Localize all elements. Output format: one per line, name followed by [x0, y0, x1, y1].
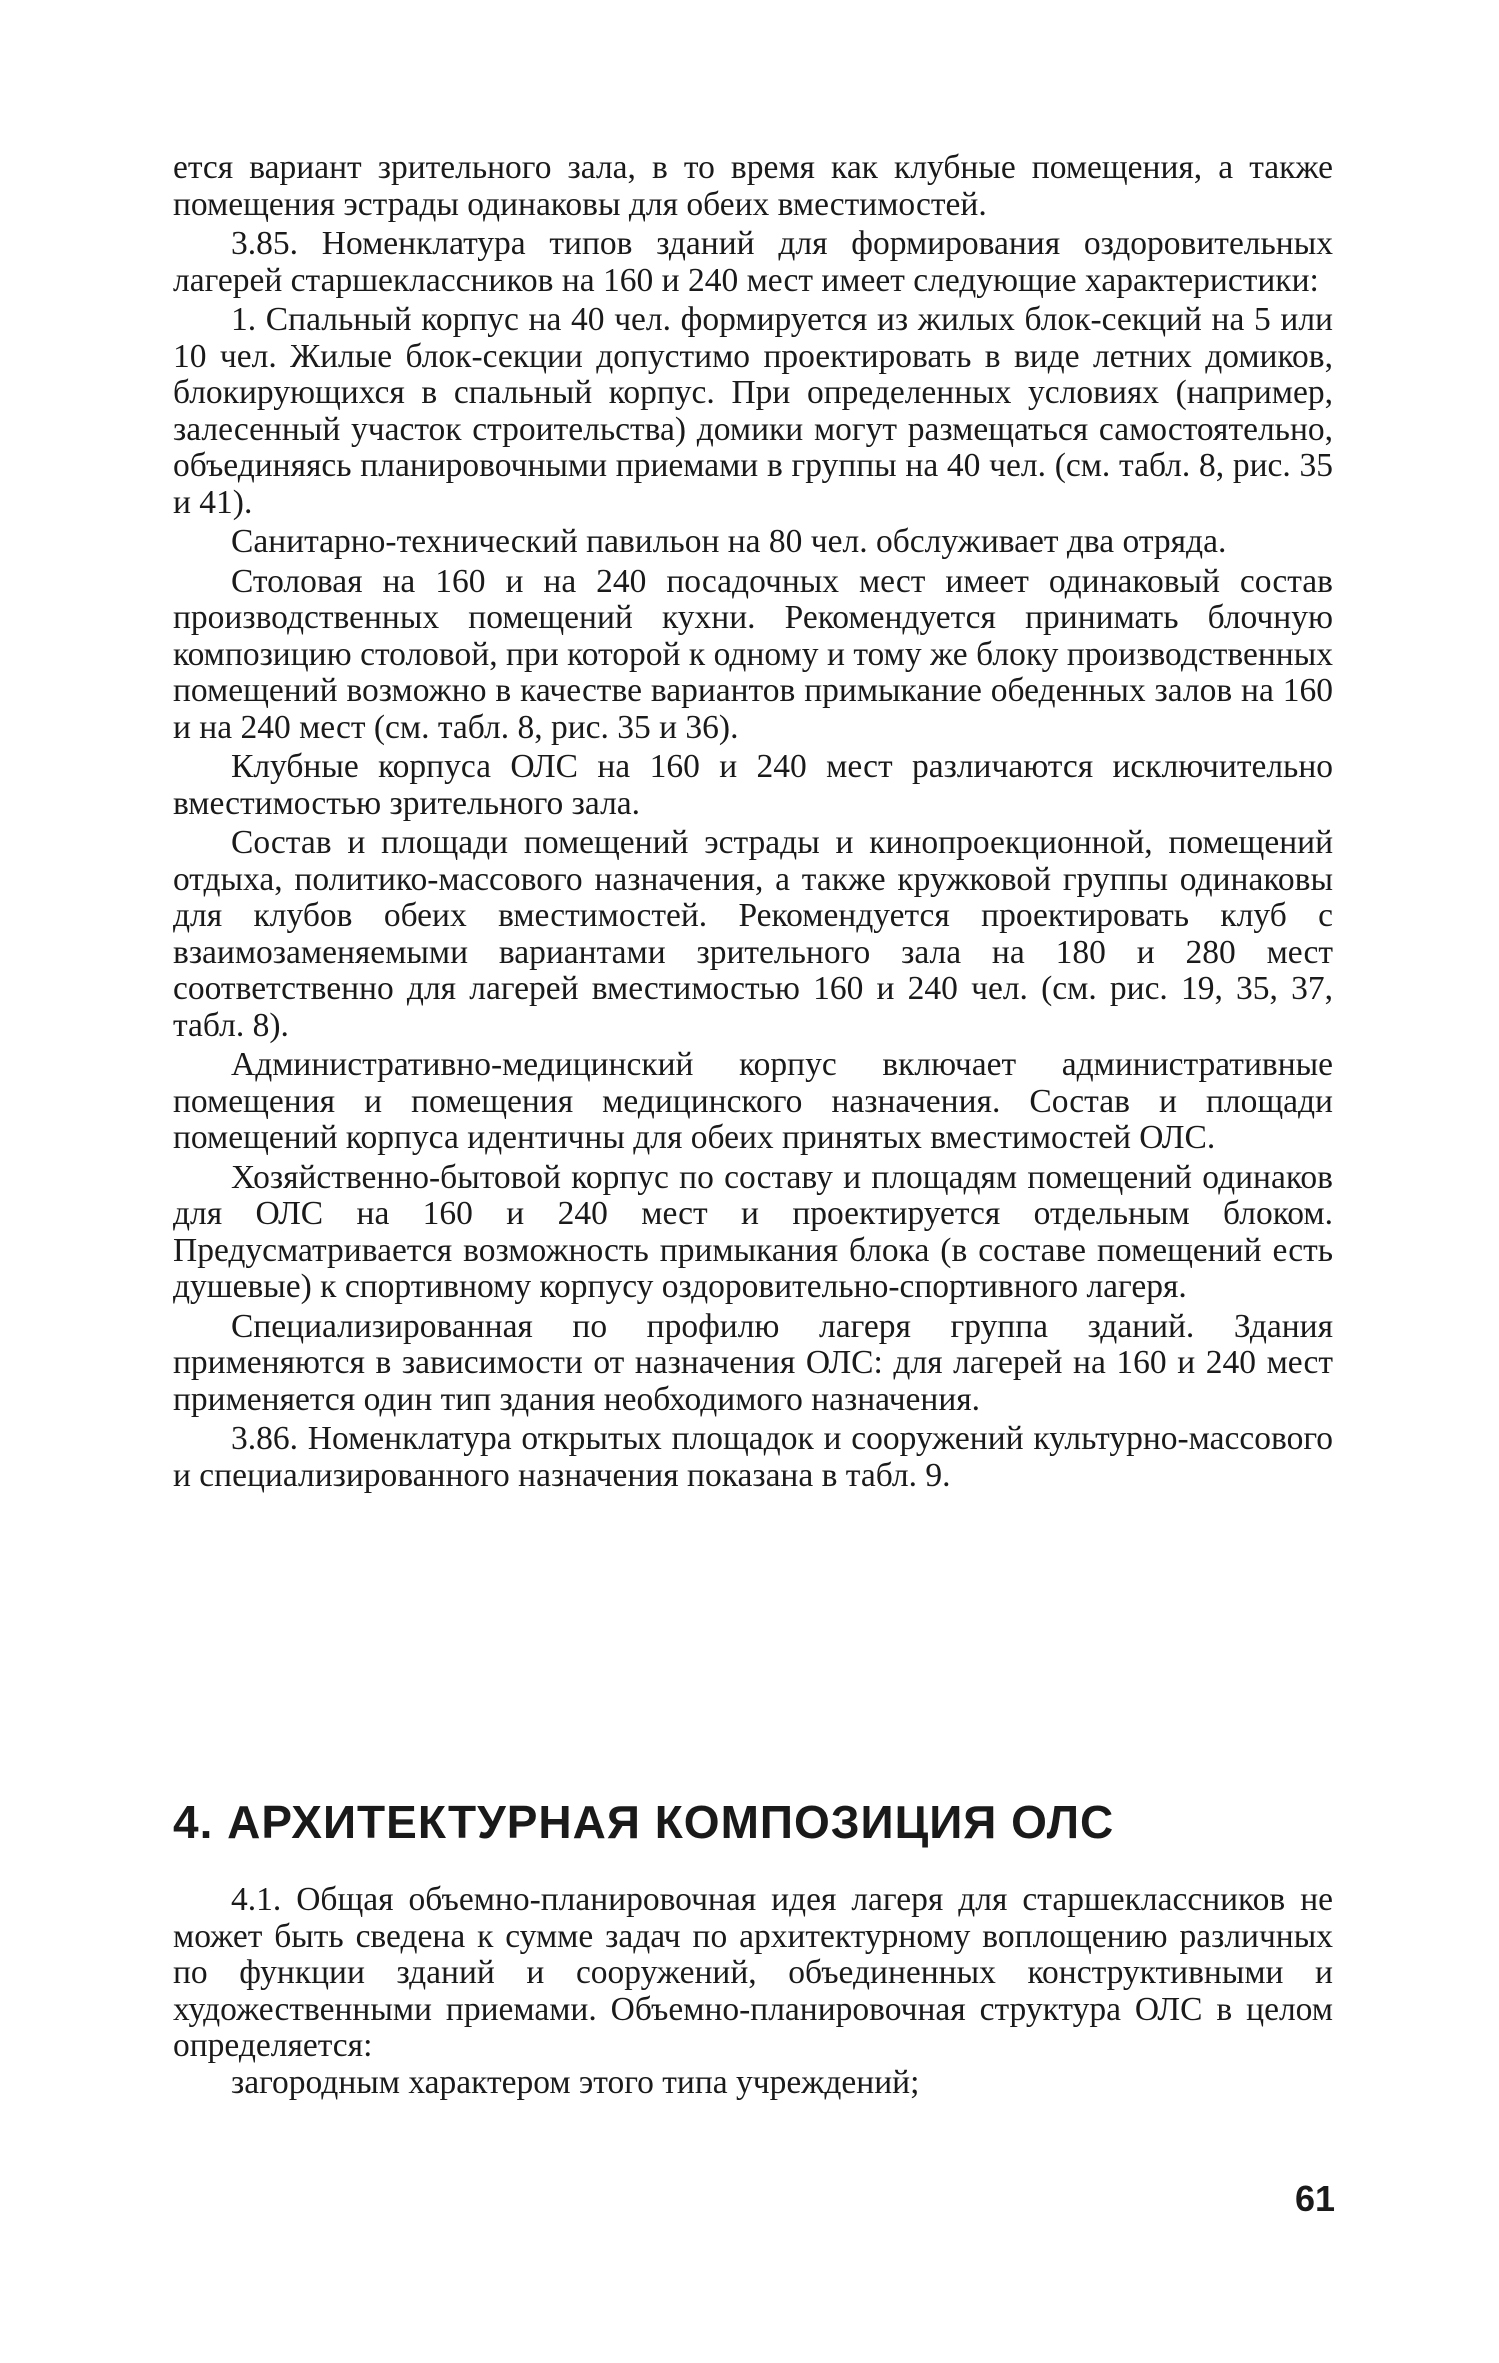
paragraph: 1. Спальный корпус на 40 чел. формируется из жилых блок-секций на 5 или 10 чел. Жилые блок-секции допустимо проектировать в виде летних домиков, блокирующихся в спальный корпус. При определенных условиях (например, залесенный участок строительства) домики могут размещаться самостоятельно, объединяясь планировочными приемами в группы на 40 чел. (см. табл. 8, рис. 35 и 41).	[173, 301, 1333, 521]
section-heading: 4. АРХИТЕКТУРНАЯ КОМПОЗИЦИЯ ОЛС	[173, 1796, 1115, 1848]
page-number: 61	[1294, 2178, 1335, 2219]
paragraph: Административно-медицинский корпус включает административные помещения и помещения медицинского назначения. Состав и площади помещений корпуса идентичны для обеих принятых вместимостей ОЛС.	[173, 1046, 1333, 1156]
paragraph: 3.86. Номенклатура открытых площадок и сооружений культурно-массового и специализированного назначения показана в табл. 9.	[173, 1420, 1333, 1494]
paragraph: Санитарно-технический павильон на 80 чел. обслуживает два отряда.	[231, 523, 1227, 560]
paragraph: загородным характером этого типа учреждений;	[231, 2063, 920, 2101]
paragraph: Клубные корпуса ОЛС на 160 и 240 мест различаются исключительно вместимостью зрительного зала.	[173, 748, 1333, 822]
paragraph: 3.85. Номенклатура типов зданий для формирования оздоровительных лагерей старшеклассников на 160 и 240 мест имеет следующие характеристики:	[173, 225, 1333, 299]
paragraph: Столовая на 160 и на 240 посадочных мест имеет одинаковый состав производственных помещений кухни. Рекомендуется принимать блочную композицию столовой, при которой к одному и тому же блоку производственных помещений возможно в качестве вариантов примыкание обеденных залов на 160 и на 240 мест (см. табл. 8, рис. 35 и 36).	[173, 562, 1333, 746]
paragraph: Состав и площади помещений эстрады и кинопроекционной, помещений отдыха, политико-массового назначения, а также кружковой группы одинаковы для клубов обеих вместимостей. Рекомендуется проектировать клуб с взаимозаменяемыми вариантами зрительного зала на 180 и 280 мест соответственно для лагерей вместимостью 160 и 240 чел. (см. рис. 19, 35, 37, табл. 8).	[173, 824, 1333, 1044]
paragraph: Специализированная по профилю лагеря группа зданий. Здания применяются в зависимости от назначения ОЛС: для лагерей на 160 и 240 мест применяется один тип здания необходимого назначения.	[173, 1307, 1333, 1418]
paragraph: 4.1. Общая объемно-планировочная идея лагеря для старшеклассников не может быть сведена к сумме задач по архитектурному воплощению различных по функции зданий и сооружений, объединенных конструктивными и художественными приемами. Объемно-планировочная структура ОЛС в целом определяется:	[173, 1881, 1333, 2064]
body-text	[173, 150, 1333, 1497]
paragraph: Хозяйственно-бытовой корпус по составу и площадям помещений одинаков для ОЛС на 160 и 240 мест и проектируется отдельным блоком. Предусматривается возможность примыкания блока (в составе помещений есть душевые) к спортивному корпусу оздоровительно-спортивного лагеря.	[173, 1158, 1333, 1305]
section-body	[173, 1882, 1333, 2101]
paragraph: ется вариант зрительного зала, в то время как клубные помещения, а также помещения эстрады одинаковы для обеих вместимостей.	[173, 149, 1333, 223]
